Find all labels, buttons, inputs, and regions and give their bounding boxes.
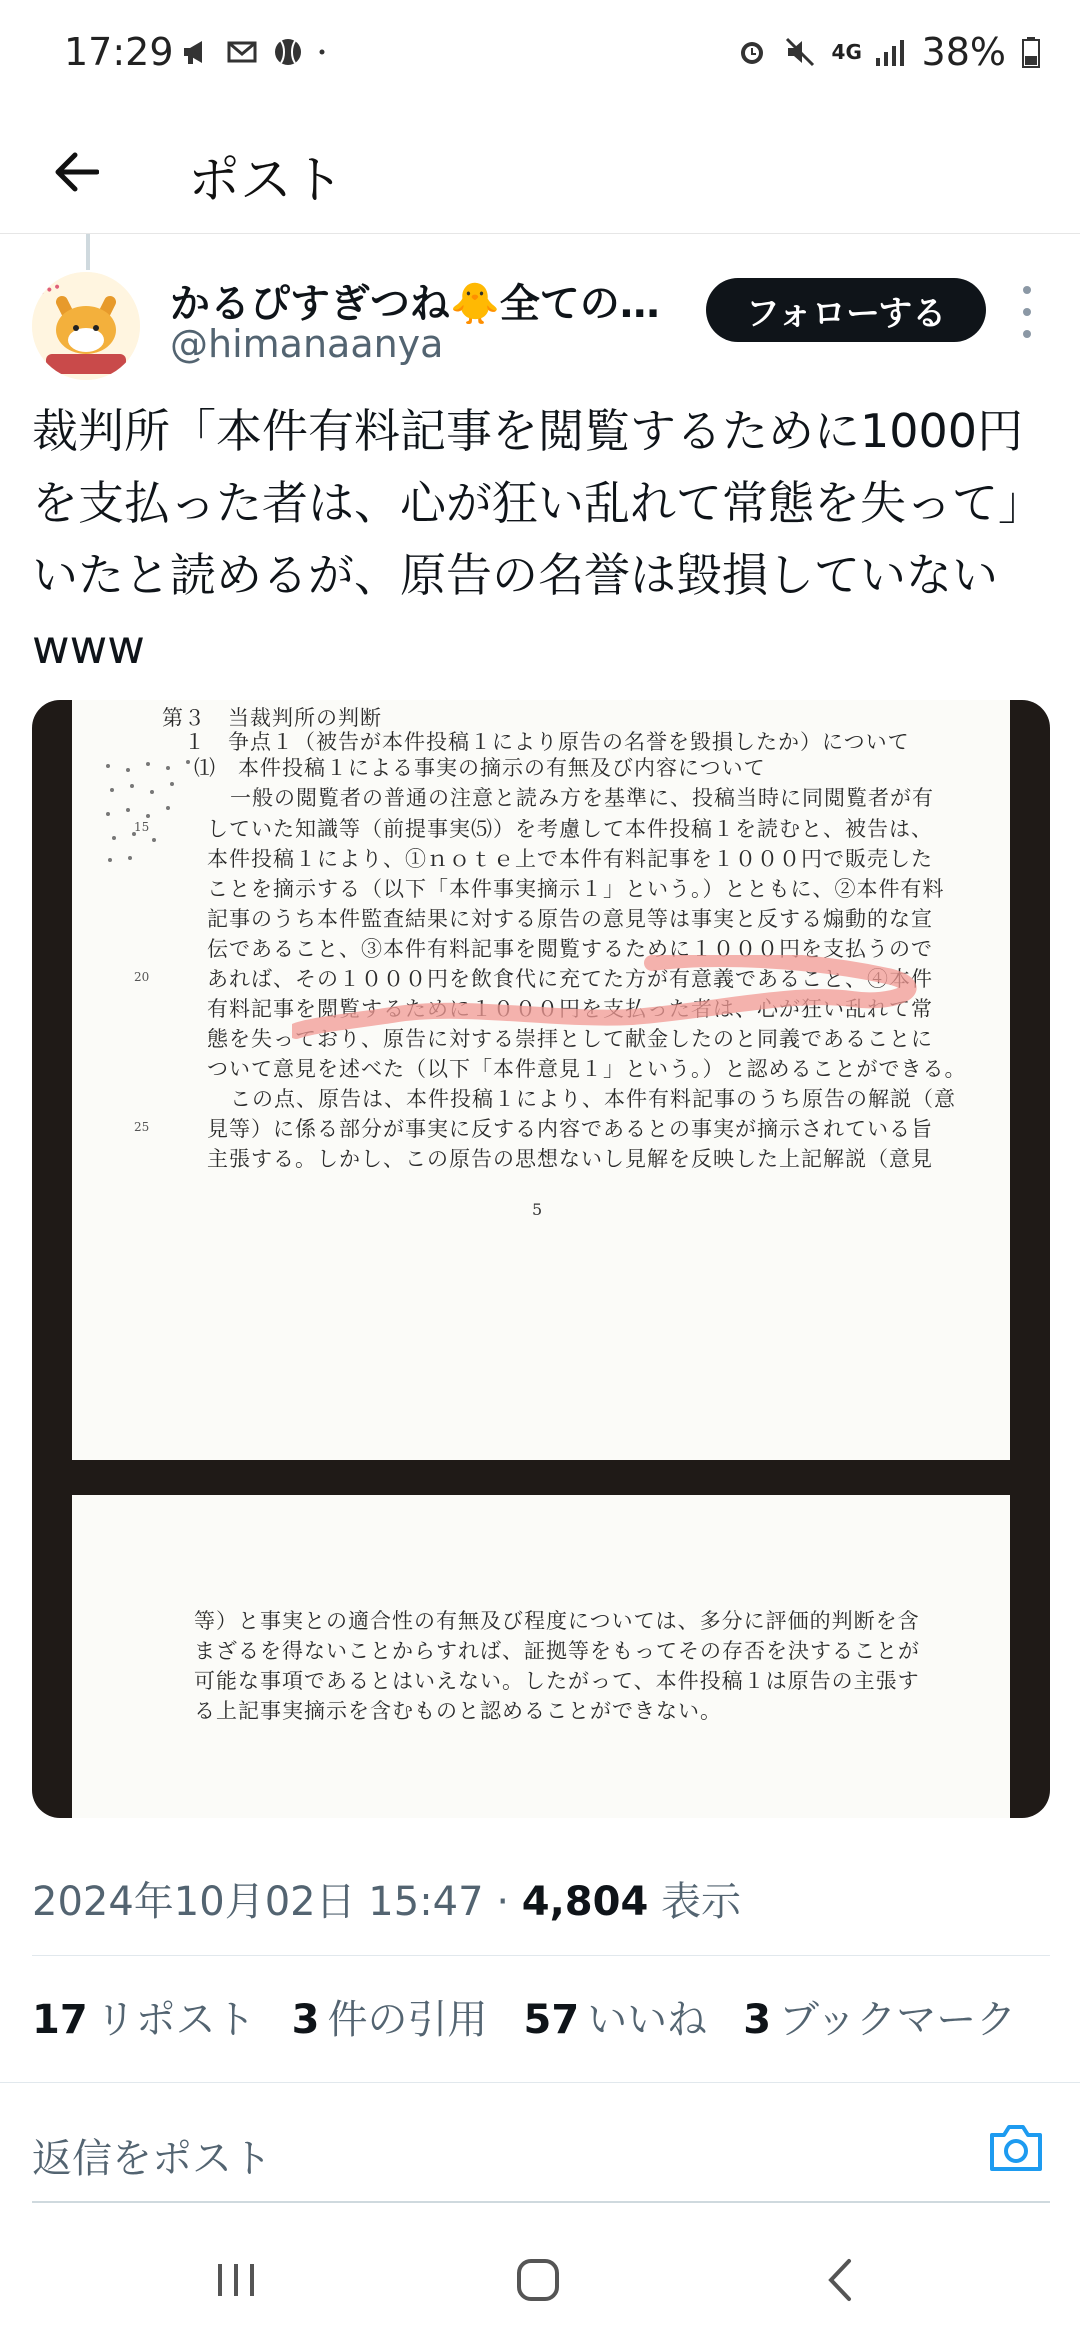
- doc-line: １ 争点１（被告が本件投稿１により原告の名誉を毀損したか）について: [184, 730, 910, 754]
- reposts-stat[interactable]: [32, 1988, 256, 2045]
- page-title: ポスト: [188, 151, 345, 211]
- dot-icon: [318, 36, 334, 68]
- quotes-label: 件の引用: [327, 1997, 488, 2043]
- doc-line: る上記事実摘示を含むものと認めることができない。: [194, 1699, 722, 1723]
- more-options-button[interactable]: [1010, 286, 1044, 338]
- doc-line: 伝であること、③本件有料記事を閲覧するために１０００円を支払うので: [207, 937, 933, 961]
- red-highlight-marker: [292, 955, 932, 1045]
- meta-separator: ·: [496, 1879, 510, 1925]
- signal-icon: [874, 36, 906, 68]
- system-nav-bar: [0, 2218, 1080, 2340]
- doc-line: ことを摘示する（以下「本件事実摘示１」という。）とともに、②本件有料: [207, 877, 945, 901]
- post-text: 裁判所「本件有料記事を閲覧するために1000円を支払った者は、心が狂い乱れて常態を失って」いたと読めるが、原告の名誉は毀損していないwww: [32, 404, 1044, 674]
- app-header: [0, 110, 1080, 234]
- mute-icon: [784, 36, 816, 68]
- recents-icon: [214, 2260, 258, 2300]
- views-label: 表示: [661, 1879, 741, 1925]
- status-time: 17:29: [64, 30, 174, 74]
- likes-stat[interactable]: [524, 1988, 708, 2045]
- notification-icons: [180, 36, 334, 68]
- more-dot-icon: [1023, 286, 1031, 294]
- more-dot-icon: [1023, 308, 1031, 316]
- attached-image[interactable]: [32, 700, 1050, 1818]
- camera-icon[interactable]: [988, 2121, 1044, 2173]
- likes-count: 57: [523, 1997, 580, 2043]
- doc-line: 有料記事を閲覧するために１０００円を支払った者は、心が狂い乱れて常: [207, 997, 933, 1021]
- user-handle[interactable]: @himanaanya: [170, 322, 444, 366]
- doc-line: この点、原告は、本件投稿１により、本件有料記事のうち原告の解説（意: [230, 1087, 956, 1111]
- gmail-icon: [226, 36, 258, 68]
- post-meta: [32, 1870, 741, 1927]
- doc-line: 一般の閲覧者の普通の注意と読み方を基準に、投稿当時に同閲覧者が有: [230, 786, 934, 810]
- doc-line: あれば、その１０００円を飲食代に充てた方が有意義であること、④本件: [207, 967, 933, 991]
- reply-bar: [0, 2082, 1080, 2218]
- reply-input[interactable]: 返信をポスト: [32, 2136, 272, 2182]
- home-icon: [516, 2258, 560, 2302]
- status-bar: [0, 0, 1080, 110]
- doc-line: 記事のうち本件監査結果に対する原告の意見等は事実と反する煽動的な宣: [207, 907, 933, 931]
- doc-line: ついて意見を述べた（以下「本件意見１」という。）と認めることができる。: [207, 1057, 967, 1081]
- bookmarks-count: 3: [743, 1997, 772, 2043]
- recents-button[interactable]: [206, 2254, 266, 2306]
- network-type: 4G: [831, 40, 862, 64]
- home-button[interactable]: [508, 2254, 568, 2306]
- document-page-2: [72, 1495, 1010, 1818]
- baseball-icon: [272, 36, 304, 68]
- dot-pattern-decoration: [102, 760, 202, 870]
- doc-line: 可能な事項であるとはいえない。したがって、本件投稿１は原告の主張す: [194, 1669, 920, 1693]
- line-number: 20: [134, 970, 150, 984]
- back-nav-button[interactable]: [810, 2254, 870, 2306]
- back-nav-icon: [825, 2257, 855, 2303]
- doc-line: 第３ 当裁判所の判断: [162, 706, 382, 730]
- quotes-count: 3: [291, 1997, 320, 2043]
- doc-line: まざるを得ないことからすれば、証拠等をもってその存否を決することが: [194, 1639, 920, 1663]
- avatar[interactable]: [32, 272, 140, 380]
- battery-icon: [1022, 36, 1040, 68]
- follow-button[interactable]: フォローする: [706, 278, 986, 342]
- alarm-icon: [736, 36, 768, 68]
- more-dot-icon: [1023, 330, 1031, 338]
- display-name[interactable]: かるぴすぎつね🐥全ての…: [170, 281, 660, 327]
- quotes-stat[interactable]: [292, 1988, 488, 2045]
- arrow-left-icon: [53, 152, 99, 192]
- fox-avatar-icon: [32, 272, 140, 380]
- document-page-1: [72, 700, 1010, 1460]
- reply-underline: [32, 2201, 1050, 2203]
- back-button[interactable]: [40, 136, 112, 208]
- likes-label: いいね: [587, 1997, 708, 2043]
- doc-line: 主張する。しかし、この原告の思想ないし見解を反映した上記解説（意見: [207, 1147, 933, 1171]
- doc-line: 態を失っており、原告に対する崇拝として献金したのと同義であることに: [207, 1027, 933, 1051]
- engagement-stats: [32, 1988, 1016, 2045]
- reposts-count: 17: [32, 1997, 88, 2043]
- battery-level: 38%: [921, 30, 1006, 74]
- line-number: 15: [134, 820, 150, 834]
- doc-line: 見等）に係る部分が事実に反する内容であるとの事実が摘示されている旨: [207, 1117, 933, 1141]
- svg-text:•••: •••: [35, 278, 65, 303]
- doc-line: 本件投稿１により、①ｎｏｔｅ上で本件有料記事を１０００円で販売した: [207, 847, 933, 871]
- megaphone-icon: [180, 36, 212, 68]
- reposts-label: リポスト: [95, 1997, 256, 2043]
- line-number: 25: [134, 1120, 150, 1134]
- divider: [32, 1955, 1050, 1956]
- thread-line: [86, 234, 90, 270]
- bookmarks-stat[interactable]: [743, 1988, 1016, 2045]
- status-right: [736, 30, 1040, 74]
- post-timestamp[interactable]: 2024年10月02日 15:47: [32, 1879, 484, 1925]
- doc-line: 等）と事実との適合性の有無及び程度については、多分に評価的判断を含: [194, 1609, 920, 1633]
- bookmarks-label: ブックマーク: [779, 1997, 1017, 2043]
- doc-line: ⑴ 本件投稿１による事実の摘示の有無及び内容について: [194, 756, 766, 780]
- page-number: 5: [532, 1200, 543, 1219]
- doc-line: していた知識等（前提事実⑸）を考慮して本件投稿１を読むと、被告は、: [207, 817, 933, 841]
- views-count: 4,804: [521, 1879, 649, 1925]
